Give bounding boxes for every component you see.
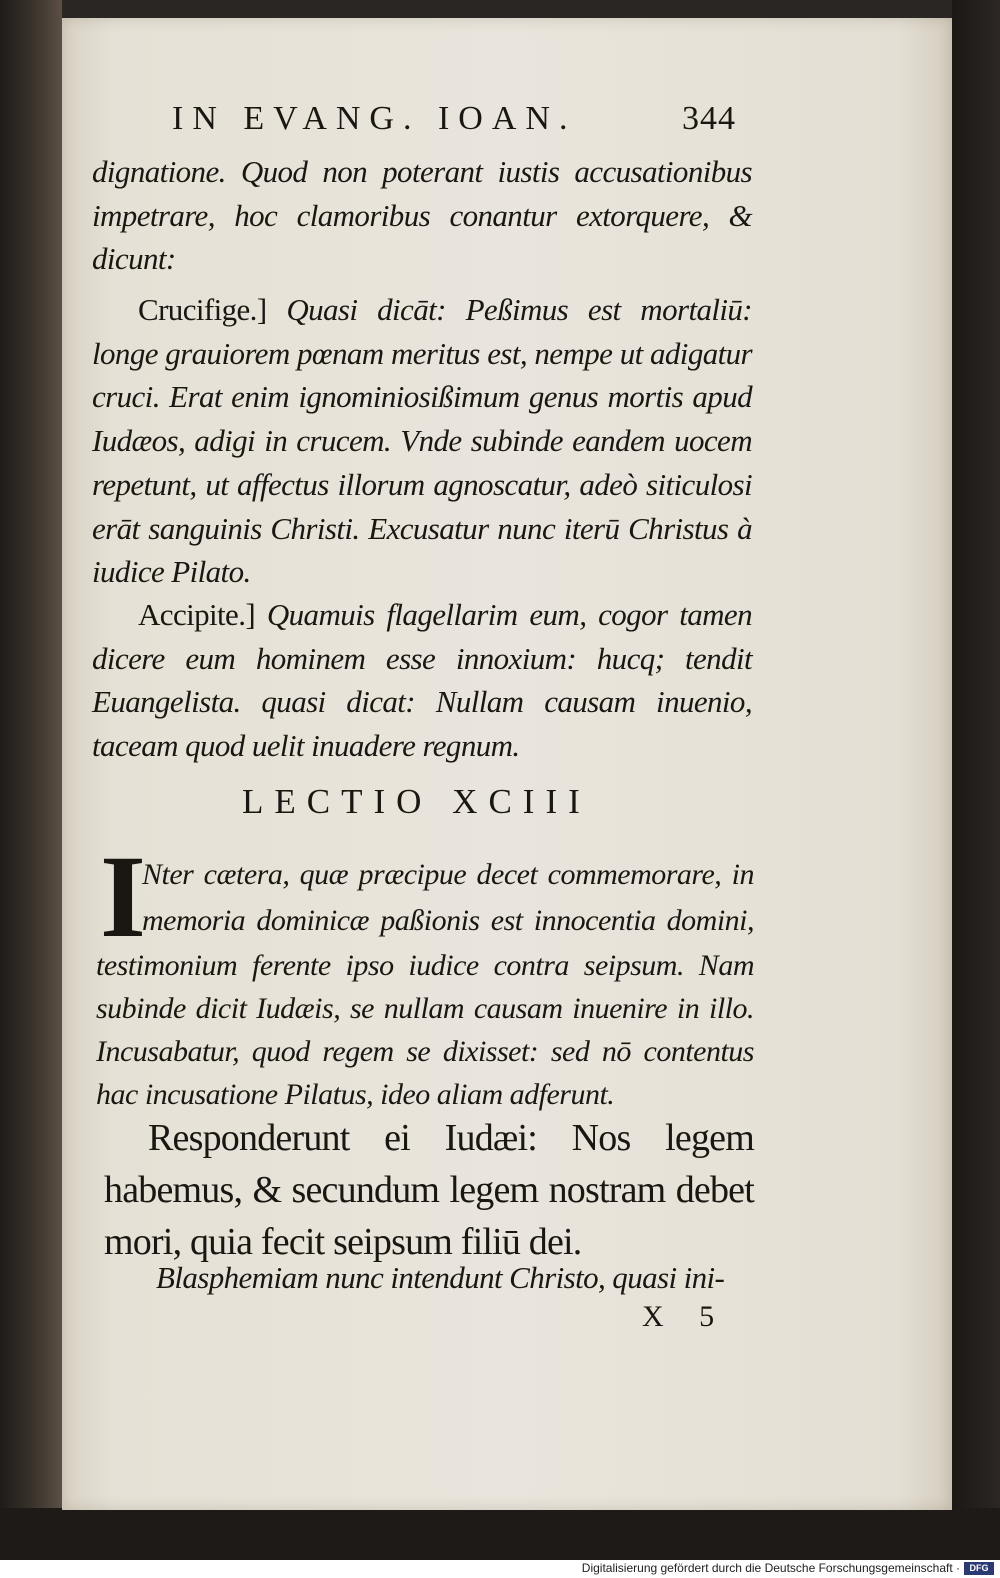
page-header	[172, 100, 772, 150]
running-title: IN EVANG. IOAN.	[172, 100, 577, 137]
lectio-opening: Nter cætera, quæ præcipue decet commemorare, in memoria dominicæ paßionis est innocentia domini,	[142, 858, 754, 937]
lectio-continuation: testimonium ferente ipso iudice contra seipsum. Nam subinde dicit Iudæis, se nullam causam inuenire in illo. Incusabatur, quod regem se dixisset: sed nō contentus hac incusatione Pilatus, ideo aliam adferunt.	[96, 949, 754, 1111]
paragraph-2-text: Quasi dicāt: Peßimus est mortaliū: longe grauiorem pœnam meritus est, nempe ut adigatur cruci. Erat enim ignominiosißimum genus mortis apud Iudæos, adigi in crucem. Vnde subinde eandem uocem repetunt, ut affectus illorum agnoscatur, adeò siticulosi erāt sanguinis Christi. Excusatur nunc iterū Christus à iudice Pilato.	[92, 292, 753, 590]
binding-edge	[0, 0, 62, 1560]
paragraph-3	[92, 593, 752, 768]
drop-cap-initial: I	[100, 831, 146, 962]
paragraph-2	[92, 288, 752, 594]
next-page-edge	[952, 0, 1000, 1560]
signature-mark: X 5	[642, 1300, 729, 1333]
scripture-text: Responderunt ei Iudæi: Nos legem habemus, & secundum legem nostram debet mori, quia fecit seipsum filiū dei.	[104, 1117, 754, 1263]
section-heading: LECTIO XCIII	[242, 782, 591, 821]
paragraph-3-text: Quamuis flagellarim eum, cogor tamen dicere eum hominem esse innoxium: hucq; tendit Euangelista. quasi dicat: Nullam causam inuenio, taceam quod uelit inuadere regnum.	[92, 597, 752, 764]
scripture-quotation	[104, 1112, 754, 1268]
scan-bottom-edge	[0, 1508, 1000, 1560]
commentary-continued: Blasphemiam nunc intendunt Christo, quasi ini-	[156, 1260, 725, 1295]
page-number: 344	[682, 100, 736, 137]
book-page	[62, 18, 952, 1510]
lemma-accipite: Accipite.]	[138, 597, 256, 632]
paragraph-1: dignatione. Quod non poterant iustis accusationibus impetrare, hoc clamoribus conantur extorquere, & dicunt:	[92, 154, 752, 277]
digitization-footer	[0, 1560, 1000, 1578]
dfg-logo: DFG	[964, 1562, 994, 1575]
footer-credit: Digitalisierung gefördert durch die Deutsche Forschungsgemeinschaft ·	[581, 1561, 960, 1575]
lemma-crucifige: Crucifige.]	[138, 292, 267, 327]
